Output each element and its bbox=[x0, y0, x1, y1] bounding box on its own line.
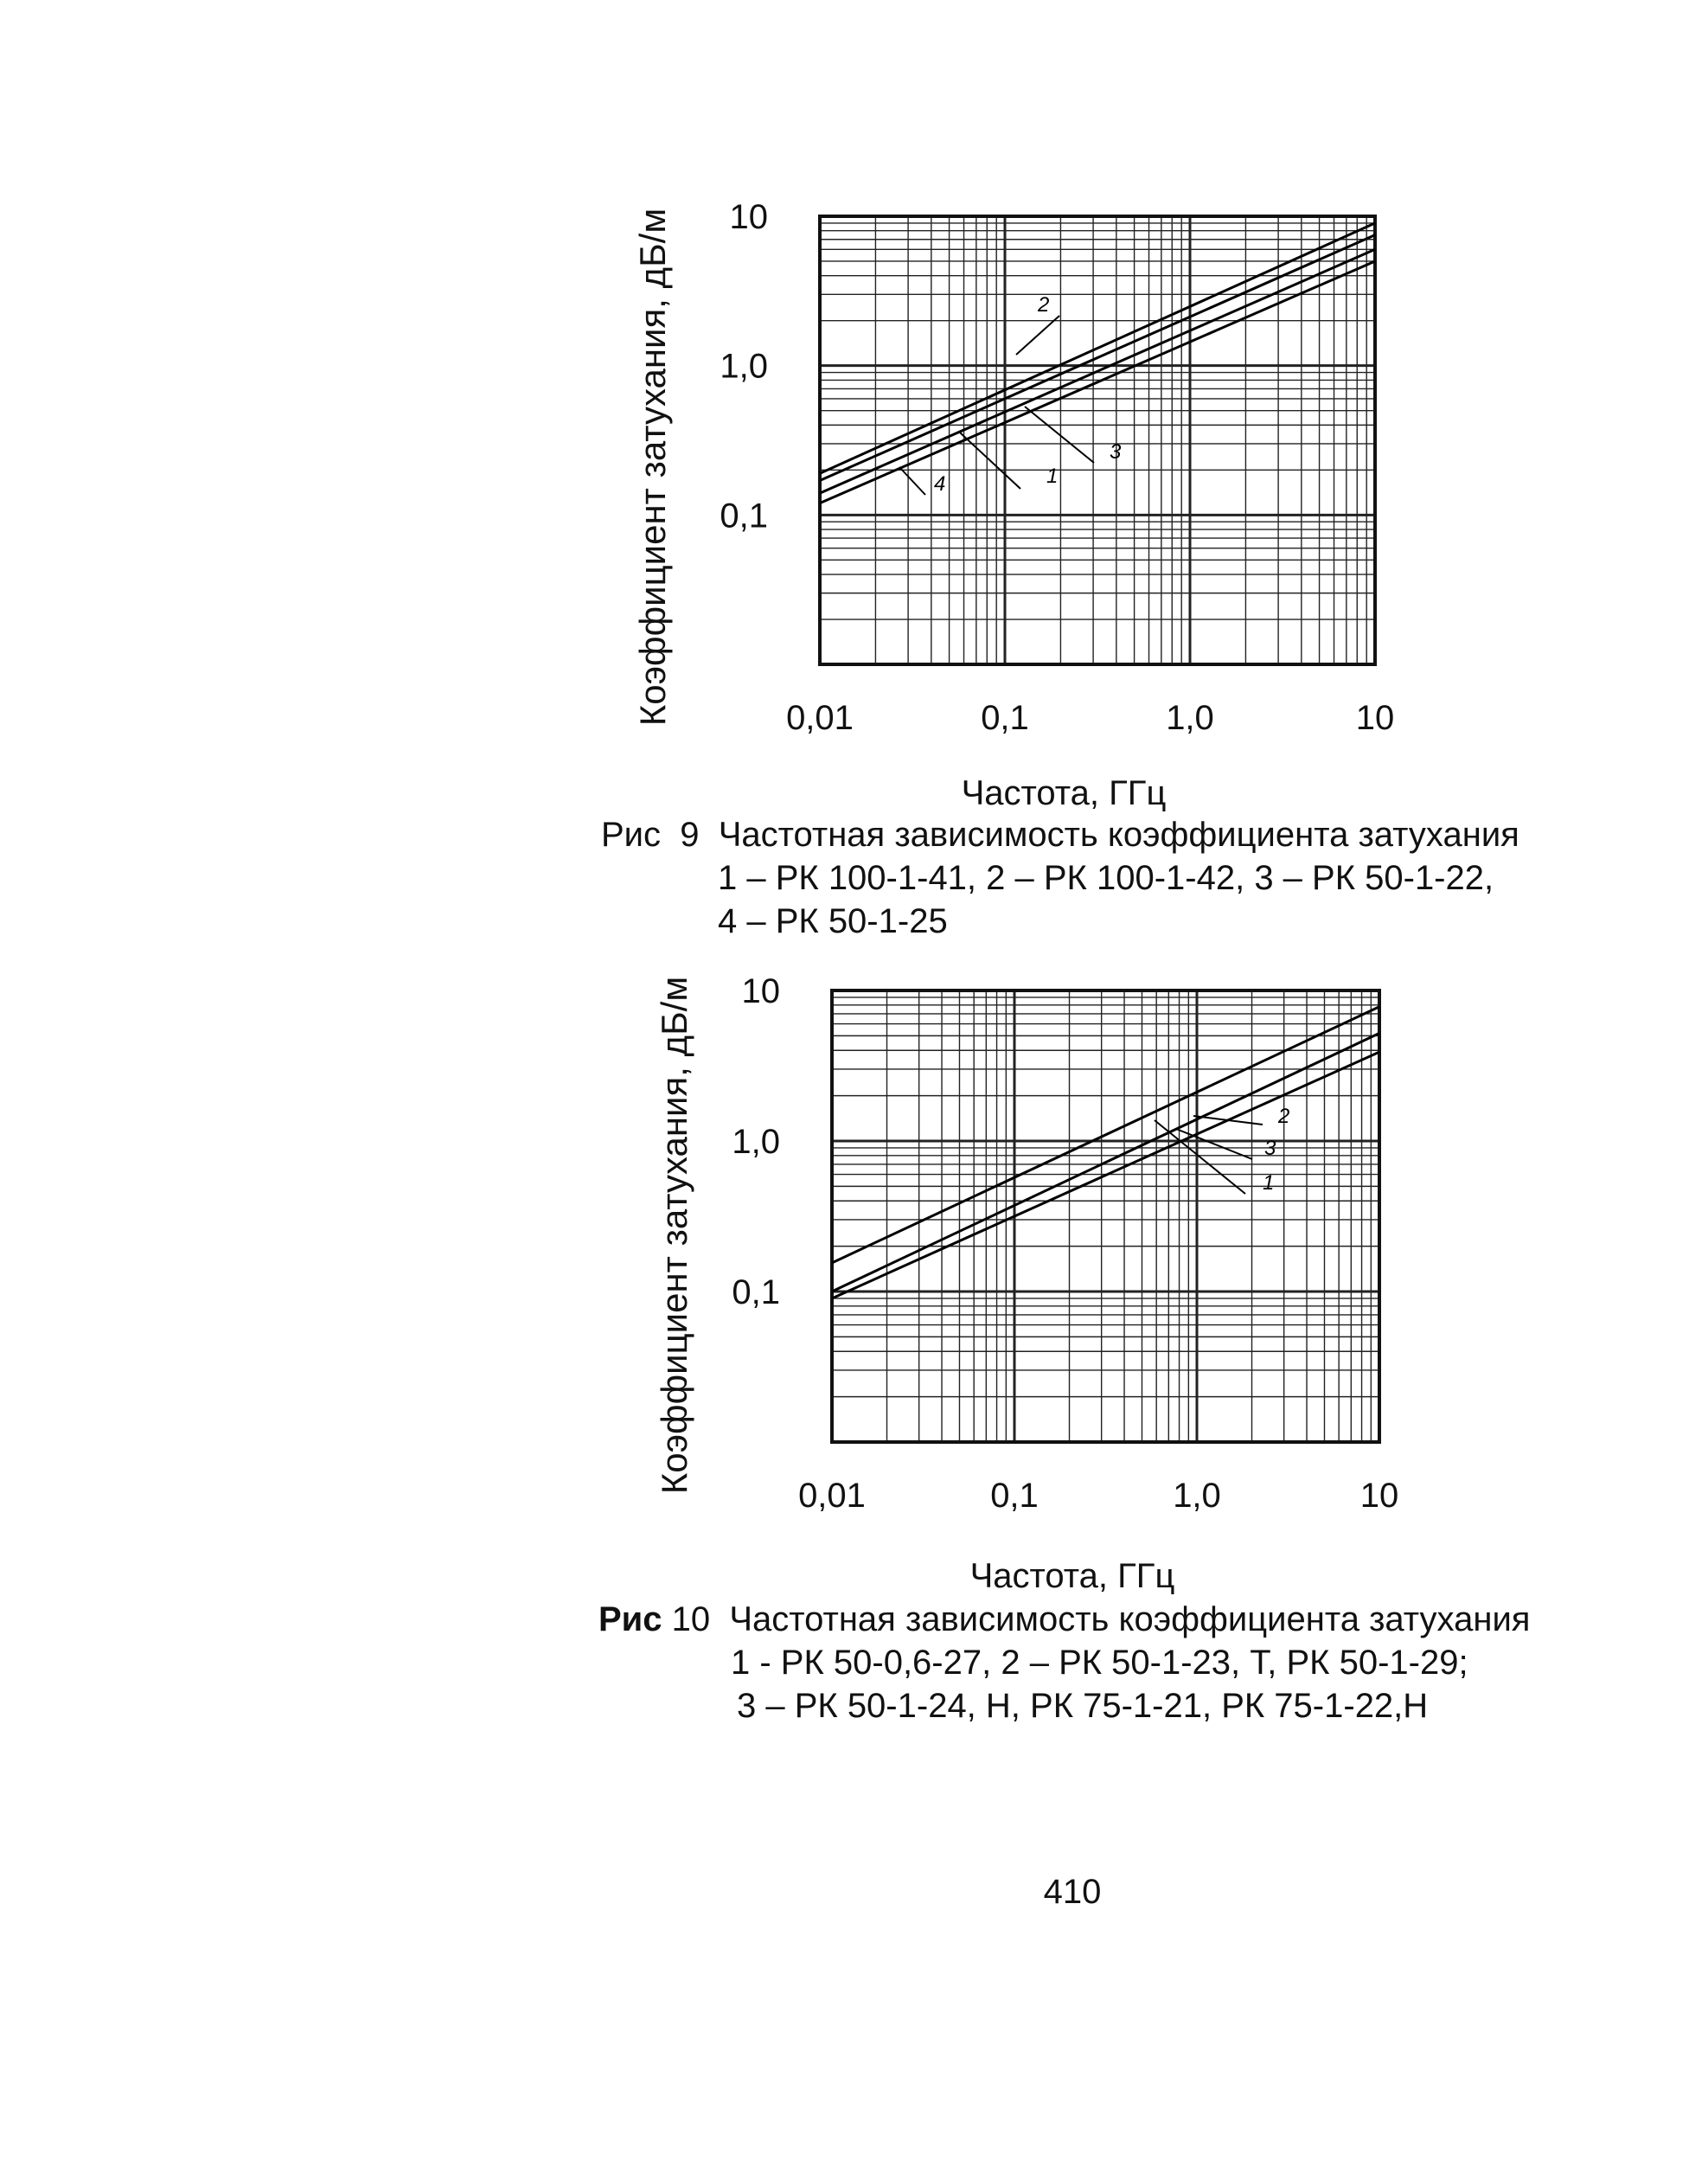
fig9-series-label-4: 4 bbox=[934, 472, 946, 496]
fig10-series-leader-3 bbox=[1176, 1129, 1252, 1159]
fig10-caption-line2: 1 - РК 50-0,6-27, 2 – РК 50-1-23, Т, РК 50-1-29; bbox=[731, 1644, 1468, 1682]
fig10-series-line-3 bbox=[832, 1033, 1379, 1292]
fig9-series-leader-2 bbox=[1016, 316, 1059, 355]
fig10-caption-prefix: Рис bbox=[598, 1600, 662, 1638]
fig10-y-tick-label: 1,0 bbox=[732, 1123, 780, 1161]
fig10-chart bbox=[732, 972, 1398, 1515]
fig10-series-label-1: 1 bbox=[1263, 1171, 1275, 1195]
page-number: 410 bbox=[1043, 1873, 1102, 1911]
fig9-caption-line1 bbox=[601, 816, 1519, 855]
fig10-series-label-2: 2 bbox=[1278, 1105, 1290, 1128]
fig9-series-label-3: 3 bbox=[1110, 440, 1122, 464]
fig10-plot-frame bbox=[832, 990, 1379, 1442]
fig9-series-leader-4 bbox=[899, 467, 925, 495]
fig10-caption-line1 bbox=[598, 1600, 1530, 1639]
fig9-plot-frame bbox=[820, 216, 1375, 664]
fig9-y-tick-label: 1,0 bbox=[720, 347, 768, 386]
fig10-grid bbox=[832, 990, 1379, 1442]
fig10-y-tick-label: 10 bbox=[741, 972, 780, 1010]
fig9-grid bbox=[820, 216, 1375, 664]
fig9-x-tick-label: 10 bbox=[1355, 699, 1395, 737]
fig9-x-tick-label: 1,0 bbox=[1166, 699, 1214, 737]
fig10-caption-number: 10 bbox=[671, 1600, 711, 1638]
fig9-series-leader-1 bbox=[960, 433, 1020, 489]
fig9-caption-line3: 4 – РК 50-1-25 bbox=[718, 902, 948, 940]
fig10-x-axis-label: Частота, ГГц bbox=[969, 1557, 1175, 1595]
fig10-series-label-3: 3 bbox=[1264, 1137, 1276, 1160]
fig9-x-tick-label: 0,1 bbox=[981, 699, 1029, 737]
fig9-y-tick-label: 0,1 bbox=[720, 497, 768, 535]
fig9-caption-number: 9 bbox=[680, 816, 700, 854]
fig9-series-line-1 bbox=[820, 261, 1375, 503]
fig9-caption-title: Частотная зависимость коэффициента затухания bbox=[718, 816, 1519, 854]
fig9-chart bbox=[720, 198, 1394, 737]
fig10-x-tick-label: 0,1 bbox=[990, 1477, 1039, 1515]
fig10-caption-title: Частотная зависимость коэффициента затухания bbox=[729, 1600, 1531, 1638]
fig9-y-tick-label: 10 bbox=[729, 198, 768, 236]
fig9-series-label-1: 1 bbox=[1046, 465, 1059, 488]
fig10-caption-line3: 3 – РК 50-1-24, Н, РК 75-1-21, РК 75-1-22,Н bbox=[737, 1687, 1429, 1725]
fig10-series-line-2 bbox=[832, 1007, 1379, 1263]
fig9-x-axis-label: Частота, ГГц bbox=[961, 774, 1167, 812]
fig9-y-axis-label: Коэффициент затухания, дБ/м bbox=[632, 208, 673, 727]
fig10-x-tick-label: 1,0 bbox=[1173, 1477, 1221, 1515]
fig10-x-tick-label: 0,01 bbox=[798, 1477, 866, 1515]
fig10-series-line-1 bbox=[832, 1052, 1379, 1298]
fig9-series-label-2: 2 bbox=[1038, 293, 1050, 317]
fig9-x-tick-label: 0,01 bbox=[786, 699, 854, 737]
fig10-y-axis-label: Коэффициент затухания, дБ/м bbox=[654, 976, 694, 1495]
fig10-y-tick-label: 0,1 bbox=[732, 1273, 780, 1311]
fig9-caption-line2: 1 – РК 100-1-41, 2 – РК 100-1-42, 3 – РК 50-1-22, bbox=[718, 859, 1494, 897]
fig10-x-tick-label: 10 bbox=[1359, 1477, 1399, 1515]
fig9-series-line-3 bbox=[820, 249, 1375, 493]
fig9-series-leader-3 bbox=[1025, 407, 1094, 463]
fig9-caption-prefix: Рис bbox=[601, 816, 662, 854]
